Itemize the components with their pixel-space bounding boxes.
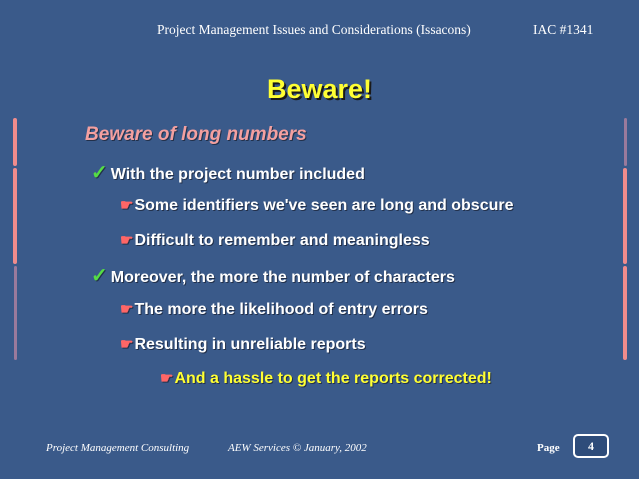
footer-copyright: AEW Services © January, 2002 <box>228 442 367 454</box>
left-accent-bar <box>13 118 17 166</box>
pointing-hand-icon: ☛ <box>120 197 134 214</box>
check-icon: ✓ <box>91 162 108 184</box>
bullet-item: ✓ With the project number included <box>91 162 365 184</box>
right-accent-bar <box>623 266 627 360</box>
pointing-hand-icon: ☛ <box>120 301 134 318</box>
bullet-item: ☛The more the likelihood of entry errors <box>120 301 428 318</box>
header-title: Project Management Issues and Considerations (Issacons) <box>157 22 471 37</box>
page-label: Page <box>537 442 560 454</box>
right-accent-bar <box>624 118 627 166</box>
left-accent-bar <box>13 168 17 264</box>
header-id: IAC #1341 <box>533 22 594 37</box>
slide-title: Beware! <box>266 74 373 104</box>
pointing-hand-icon: ☛ <box>120 336 134 353</box>
right-accent-bar <box>623 168 627 264</box>
check-icon: ✓ <box>91 265 108 287</box>
bullet-item: ☛Resulting in unreliable reports <box>120 336 366 353</box>
bullet-item: ✓ Moreover, the more the number of characters <box>91 265 455 287</box>
bullet-item: ☛Difficult to remember and meaningless <box>120 232 430 249</box>
bullet-item: ☛And a hassle to get the reports corrected! <box>160 370 492 387</box>
pointing-hand-icon: ☛ <box>160 370 174 387</box>
left-accent-bar <box>14 266 17 360</box>
footer-company: Project Management Consulting <box>46 442 190 454</box>
page-number-badge: 4 <box>573 434 609 458</box>
bullet-item: ☛Some identifiers we've seen are long and obscure <box>120 197 514 214</box>
pointing-hand-icon: ☛ <box>120 232 134 249</box>
slide-subtitle: Beware of long numbers <box>85 124 307 145</box>
